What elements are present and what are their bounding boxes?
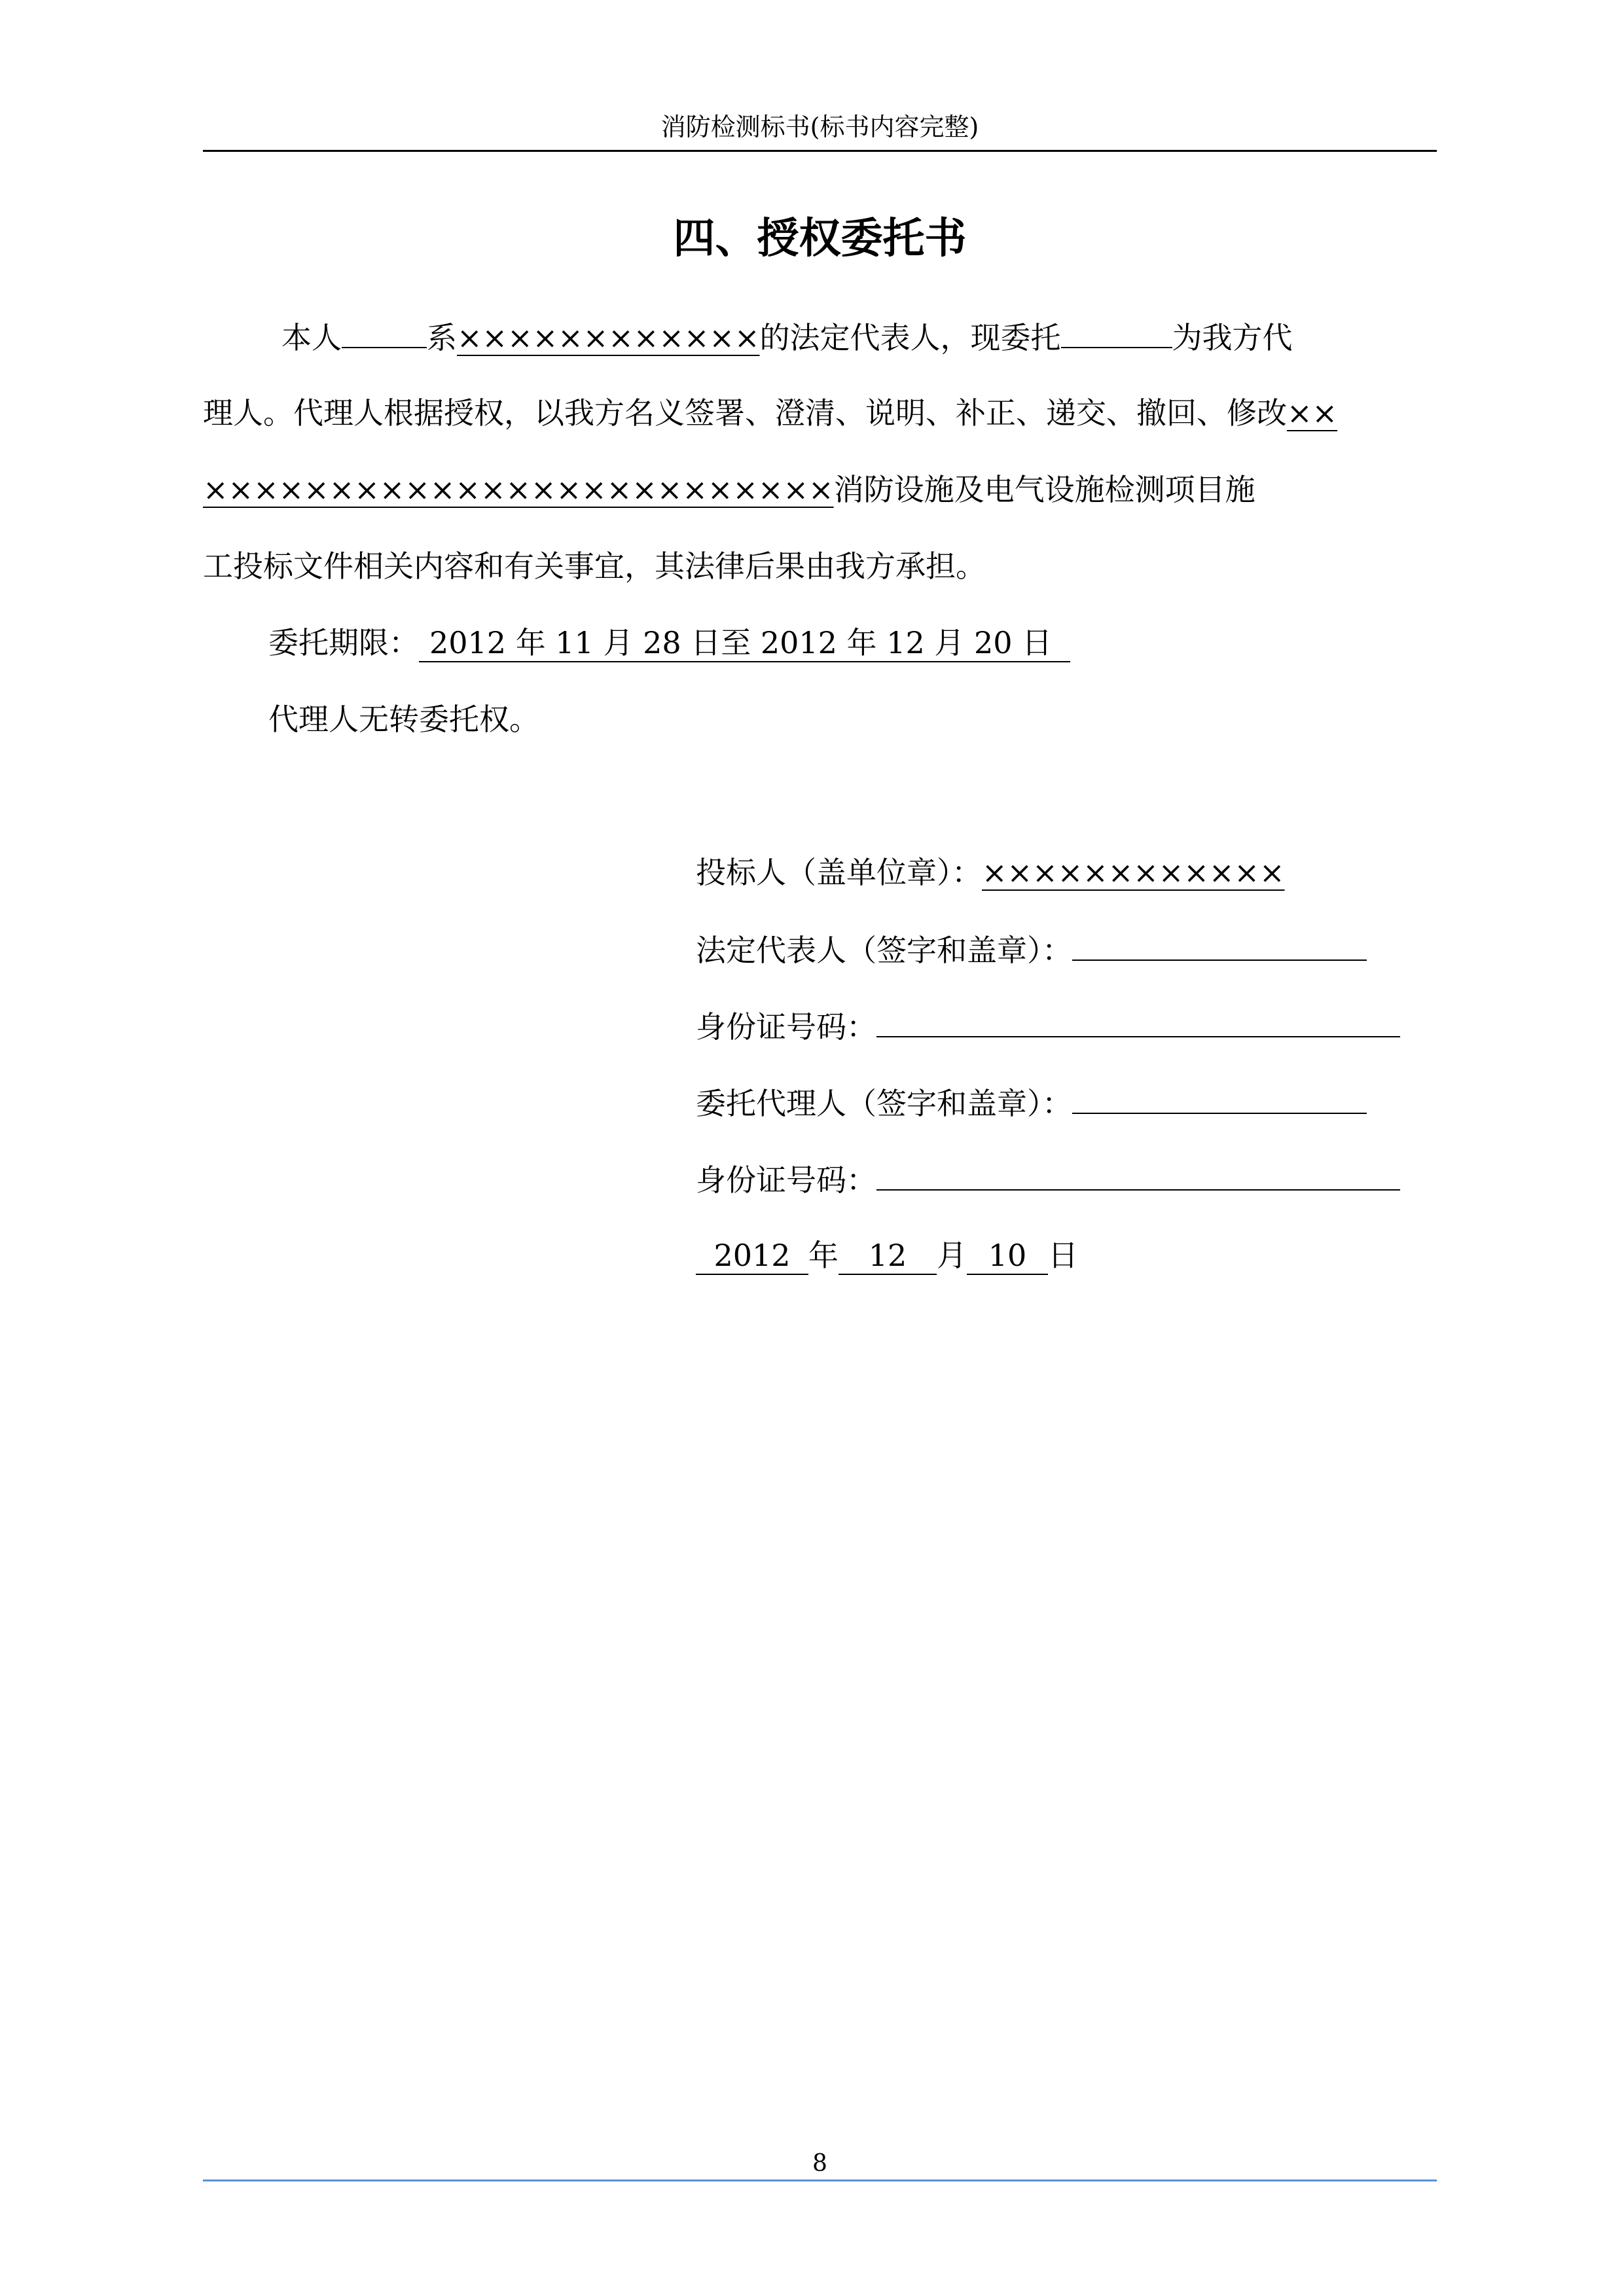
project-name-masked-start: ×× xyxy=(1287,395,1338,431)
bidder-value-masked: ×××××××××××× xyxy=(982,855,1285,890)
paragraph-line-2 xyxy=(203,393,1337,433)
paragraph-line-3 xyxy=(203,470,1255,509)
paragraph-line-4 xyxy=(203,547,986,586)
legal-rep-text: 的法定代表人，现委托 xyxy=(759,320,1061,355)
id-number-field-2[interactable] xyxy=(876,1159,1400,1191)
principal-prefix: 本人 xyxy=(281,320,342,355)
date-day: 10 xyxy=(967,1237,1048,1275)
legal-rep-row xyxy=(696,929,1367,970)
date-month: 12 xyxy=(839,1237,937,1275)
entrustment-period xyxy=(268,623,1070,662)
authorization-text: 理人。代理人根据授权，以我方名义签署、澄清、说明、补正、递交、撤回、修改 xyxy=(203,395,1287,431)
id-number-label-1: 身份证号码： xyxy=(696,1009,876,1045)
bidder-row xyxy=(696,853,1285,892)
agent-label: 委托代理人（签字和盖章）： xyxy=(696,1086,1072,1121)
agent-row xyxy=(696,1083,1367,1123)
legal-rep-signature-field[interactable] xyxy=(1072,929,1367,961)
header-divider xyxy=(203,150,1437,152)
company-name-masked: ×××××××××××× xyxy=(457,320,760,355)
page-header: 消防检测标书(标书内容完整) xyxy=(660,113,979,141)
signature-date xyxy=(696,1236,1078,1275)
liability-text: 工投标文件相关内容和有关事宜，其法律后果由我方承担。 xyxy=(203,548,986,584)
agent-name-blank[interactable] xyxy=(1061,317,1172,348)
agent-suffix-text: 为我方代 xyxy=(1172,320,1293,355)
bidder-label: 投标人（盖单位章）： xyxy=(696,855,982,890)
project-name-text: 消防设施及电气设施检测项目施 xyxy=(833,472,1255,507)
no-sub-delegation: 代理人无转委托权。 xyxy=(268,702,539,737)
period-label: 委托期限： xyxy=(268,625,419,660)
id-number-field-1[interactable] xyxy=(876,1006,1400,1037)
page-title: 四、授权委托书 xyxy=(673,214,967,263)
date-day-unit: 日 xyxy=(1048,1238,1078,1273)
id-number-row-1 xyxy=(696,1006,1400,1047)
project-name-masked: ××××××××××××××××××××××××× xyxy=(203,472,834,507)
date-month-unit: 月 xyxy=(937,1238,967,1273)
agent-signature-field[interactable] xyxy=(1072,1083,1367,1114)
id-number-label-2: 身份证号码： xyxy=(696,1162,876,1198)
paragraph-line-1 xyxy=(281,317,1293,357)
id-number-row-2 xyxy=(696,1159,1400,1200)
period-value: 2012 年 11 月 28 日至 2012 年 12 月 20 日 xyxy=(419,624,1070,662)
date-year-unit: 年 xyxy=(808,1238,839,1273)
page-number: 8 xyxy=(812,2150,827,2177)
relation-text: 系 xyxy=(427,320,457,355)
legal-rep-label: 法定代表人（签字和盖章）： xyxy=(696,933,1072,968)
principal-name-blank[interactable] xyxy=(342,317,427,348)
date-year: 2012 xyxy=(696,1237,808,1275)
footer-divider xyxy=(203,2179,1437,2181)
